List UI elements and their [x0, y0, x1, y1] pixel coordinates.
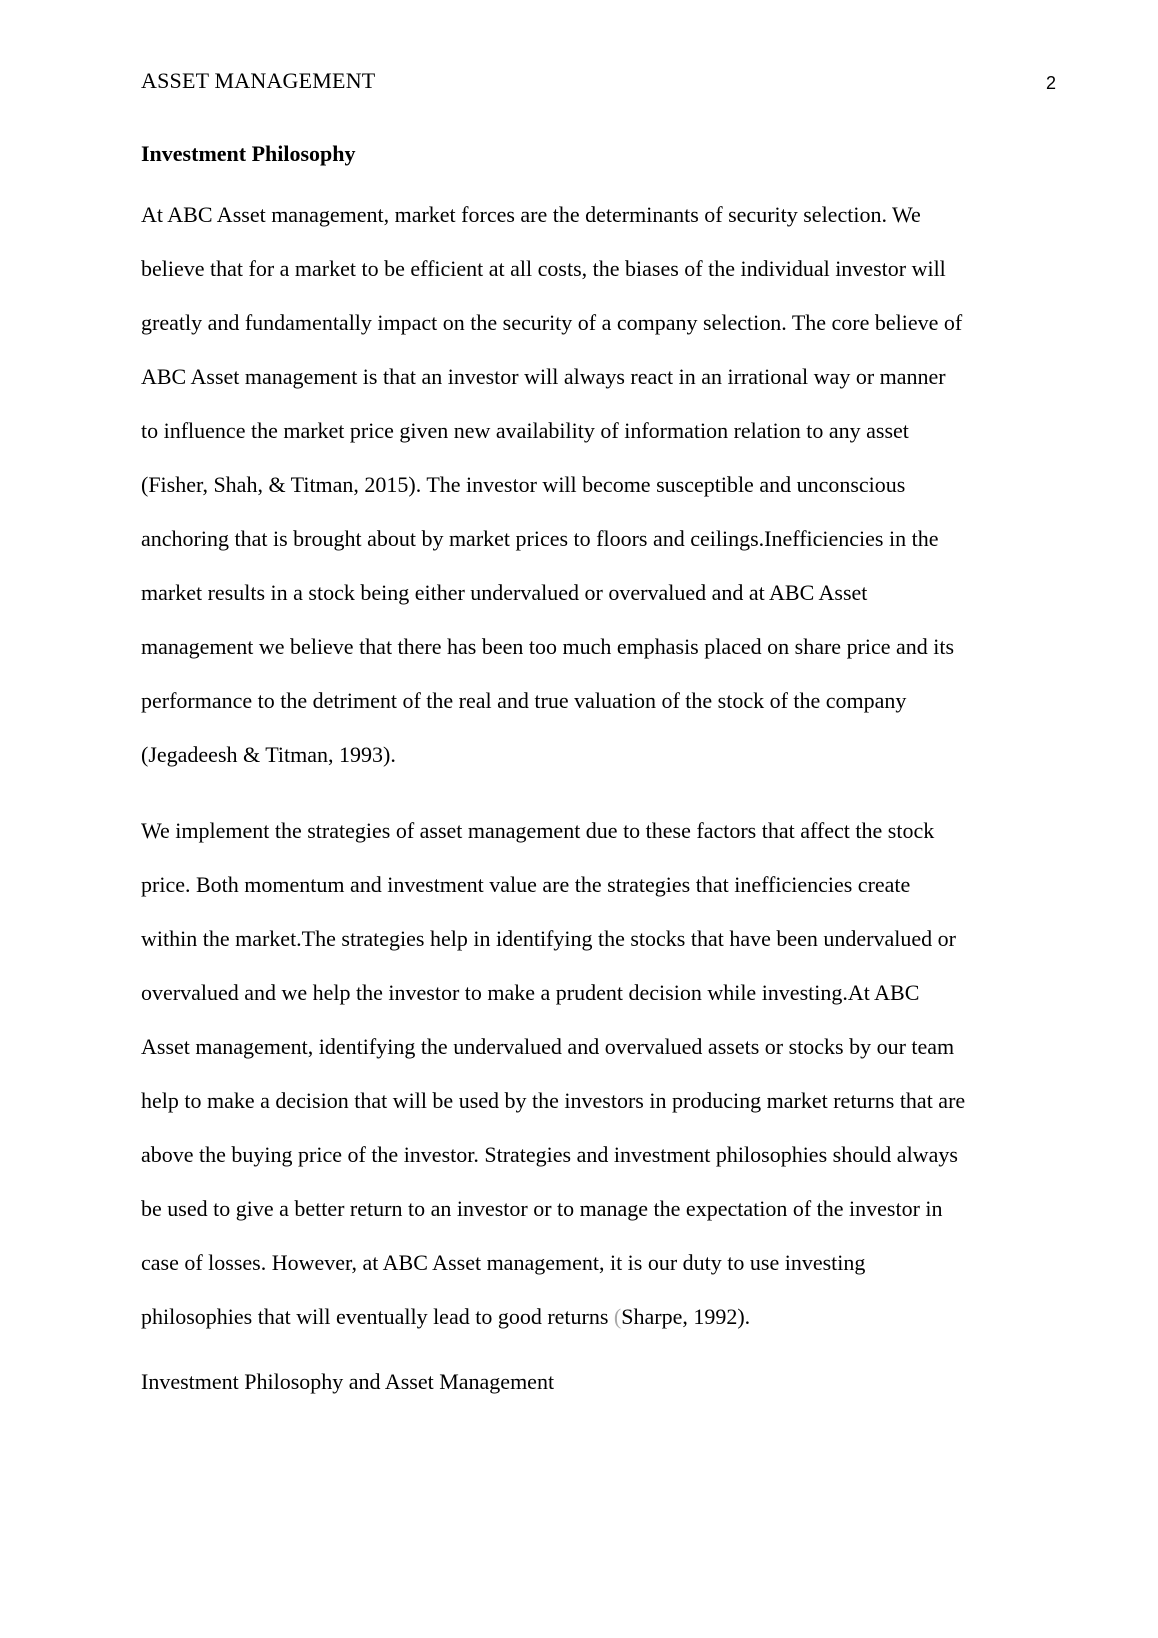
- text-line: above the buying price of the investor. Strategies and investment philosophies should always: [141, 1142, 958, 1167]
- text-line: At ABC Asset management, market forces are the determinants of security selection. We: [141, 202, 921, 227]
- text-segment: philosophies that will eventually lead to good returns: [141, 1304, 614, 1329]
- text-line: anchoring that is brought about by market prices to floors and ceilings.Inefficiencies in the: [141, 526, 939, 551]
- text-line: market results in a stock being either undervalued or overvalued and at ABC Asset: [141, 580, 868, 605]
- text-line: (Fisher, Shah, & Titman, 2015). The investor will become susceptible and unconscious: [141, 472, 906, 497]
- subsection-heading: Investment Philosophy and Asset Management: [141, 1369, 555, 1394]
- text-line: help to make a decision that will be used by the investors in producing market returns that are: [141, 1088, 966, 1113]
- text-line: to influence the market price given new availability of information relation to any asset: [141, 418, 909, 443]
- text-line: Asset management, identifying the undervalued and overvalued assets or stocks by our team: [141, 1034, 955, 1059]
- text-line: price. Both momentum and investment value are the strategies that inefficiencies create: [141, 872, 911, 897]
- text-line: be used to give a better return to an investor or to manage the expectation of the investor in: [141, 1196, 943, 1221]
- text-line: case of losses. However, at ABC Asset management, it is our duty to use investing: [141, 1250, 866, 1275]
- text-line: believe that for a market to be efficient at all costs, the biases of the individual investor will: [141, 256, 946, 281]
- text-line-last: [141, 1290, 1031, 1344]
- citation-open-paren: (: [613, 1304, 622, 1329]
- text-line: overvalued and we help the investor to make a prudent decision while investing.At ABC: [141, 980, 920, 1005]
- paragraph-2: [141, 804, 1031, 1344]
- section-heading: Investment Philosophy: [141, 141, 356, 166]
- text-line: performance to the detriment of the real and true valuation of the stock of the company: [141, 688, 907, 713]
- text-line: management we believe that there has been too much emphasis placed on share price and its: [141, 634, 955, 659]
- text-line: within the market.The strategies help in identifying the stocks that have been undervalued or: [141, 926, 956, 951]
- paragraph-1: [141, 188, 1031, 782]
- body-text: [141, 138, 1031, 1398]
- text-line: greatly and fundamentally impact on the security of a company selection. The core believe of: [141, 310, 963, 335]
- text-line: ABC Asset management is that an investor will always react in an irrational way or manner: [141, 364, 946, 389]
- text-line: We implement the strategies of asset management due to these factors that affect the stock: [141, 818, 935, 843]
- page-number: 2: [1045, 73, 1056, 93]
- text-line: (Jegadeesh & Titman, 1993).: [141, 742, 396, 767]
- running-head: ASSET MANAGEMENT: [141, 68, 376, 93]
- citation-text: Sharpe, 1992).: [621, 1304, 751, 1329]
